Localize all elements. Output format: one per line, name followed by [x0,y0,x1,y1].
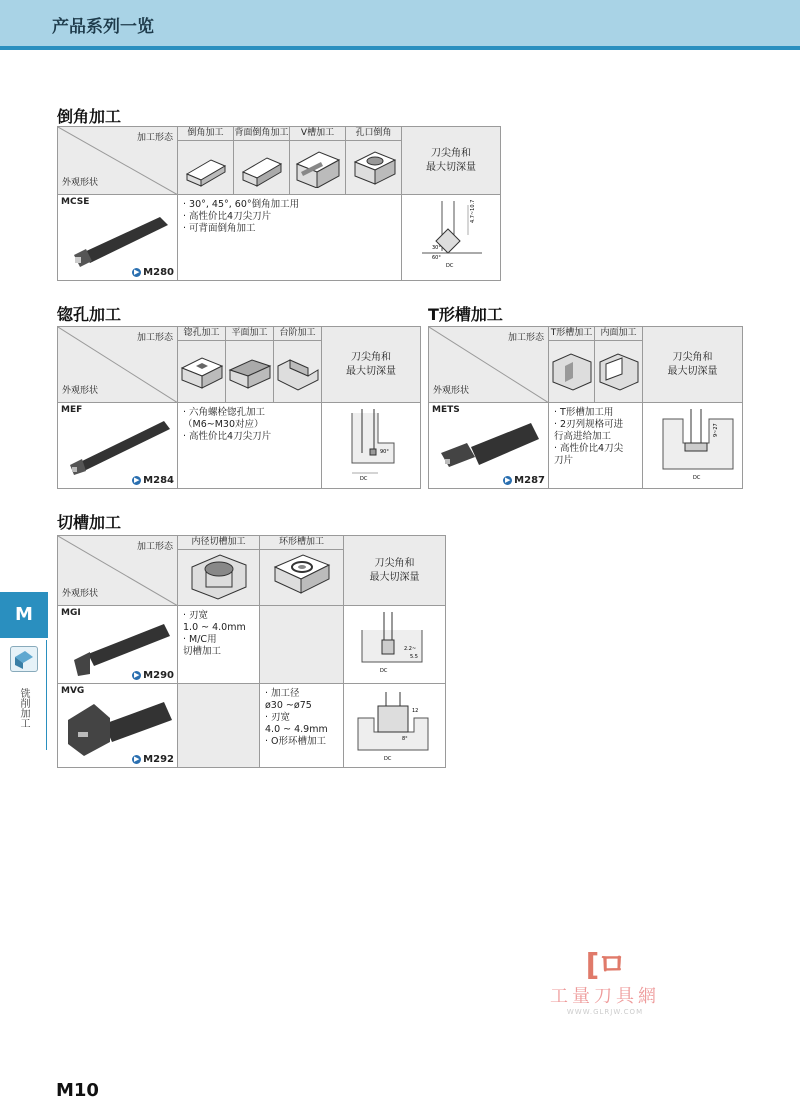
arrow-right-icon: ▶ [133,268,140,276]
depth-label: 4.7~10.7 [470,199,476,223]
watermark-logo-icon: [ㅁ [585,948,625,983]
table-corner [58,127,178,195]
process-form-label: 加工形态 [136,333,173,343]
tip-header-line1: 刀尖角和 [374,557,415,569]
empty-cell [178,684,260,768]
feature-item: 行高进给加工 [554,431,612,442]
workpiece-internal-groove-illustration [178,550,260,606]
arrow-right-icon: ▶ [133,476,140,484]
page-reference-link[interactable] [132,754,174,765]
col-header: 台阶加工 [274,327,322,341]
milling-icon [10,646,38,672]
mcse-tool-image [64,209,174,269]
tip-drawing-mvg [344,684,446,768]
watermark [535,940,675,1016]
tool-code: MVG [61,686,85,696]
appearance-label: 外观形状 [433,386,470,396]
dim-label: 8° [402,736,408,742]
mets-tool-image [435,417,545,477]
col-header: 锪孔加工 [178,327,226,341]
dim-label: 12 [412,708,419,714]
workpiece-hole-chamfer-illustration [346,141,402,195]
tool-code: MEF [61,405,83,415]
process-form-label: 加工形态 [507,333,544,343]
col-header: T形槽加工 [549,327,595,341]
feature-item: · 刃宽 [265,712,291,723]
feature-item: · 2刃列规格可进 [554,419,624,430]
depth-label: 9~27 [713,423,719,437]
col-header: 背面倒角加工 [234,127,290,141]
header-rule [0,46,800,50]
feature-item: 刀片 [554,455,574,466]
workpiece-back-chamfer-illustration [234,141,290,195]
dc-label: DC [693,475,701,481]
angle-label: 30° [432,245,441,251]
angle-label: 60° [432,255,441,261]
dc-label: DC [384,756,392,762]
arrow-right-icon: ▶ [133,671,140,679]
appearance-label: 外观形状 [62,589,99,599]
col-header: V槽加工 [290,127,346,141]
tool-code: MGI [61,608,81,618]
page-ref-text: M284 [143,475,174,486]
page-reference-link[interactable] [132,475,174,486]
workpiece-shoulder-illustration [274,341,322,403]
workpiece-face-illustration [226,341,274,403]
page-ref-text: M287 [514,475,545,486]
col-header: 内面加工 [595,327,643,341]
table-corner [58,327,178,403]
feature-item: · 刃宽 [183,610,209,621]
feature-list [178,606,260,684]
arrow-right-icon: ▶ [133,755,140,763]
tool-cell-mcse [58,195,178,281]
workpiece-tslot-illustration [549,341,595,403]
tslot-table [428,326,743,489]
feature-list [260,684,344,768]
page-ref-text: M292 [143,754,174,765]
tool-cell-mef [58,403,178,489]
section-label: 铣削加工 [18,688,29,728]
feature-item: 切槽加工 [183,646,222,657]
page-reference-link[interactable] [132,267,174,278]
feature-item: · T形槽加工用 [554,407,614,418]
tip-header-line2: 最大切深量 [667,365,718,377]
feature-item: · 高性价比4刀尖 [554,443,624,454]
page-ref-text: M280 [143,267,174,278]
appearance-label: 外观形状 [62,386,99,396]
page-title: 产品系列一览 [52,17,154,37]
feature-list [178,403,322,489]
chamfer-section-title: 倒角加工 [57,107,122,126]
tool-code: METS [432,405,460,415]
dc-label: DC [446,263,454,269]
page-reference-link[interactable] [132,670,174,681]
angle-label: 90° [380,449,389,455]
process-form-label: 加工形态 [136,133,173,143]
watermark-url: WWW.GLRJW.COM [566,1008,644,1016]
empty-cell [260,606,344,684]
chamfer-table [57,126,501,281]
dim-label: 2.2~ [404,646,417,652]
feature-item: · 高性价比4刀尖刀片 [183,211,272,222]
col-header: 环形槽加工 [260,536,344,550]
grooving-table [57,535,446,768]
feature-item: （M6~M30对应） [183,419,264,430]
feature-item: · 加工径 [265,688,300,699]
table-corner [58,536,178,606]
col-header: 内径切槽加工 [178,536,260,550]
feature-item: · M/C用 [183,634,217,645]
page-reference-link[interactable] [503,475,545,486]
mvg-tool-image [64,698,174,758]
counterbore-section-title: 锪孔加工 [57,305,122,324]
section-tab[interactable]: M [0,592,48,638]
workpiece-v-groove-illustration [290,141,346,195]
feature-list [178,195,402,281]
watermark-name: 工量刀具網 [550,986,660,1007]
workpiece-inner-face-illustration [595,341,643,403]
tslot-section-title: T形槽加工 [428,305,503,324]
appearance-label: 外观形状 [62,178,99,188]
page-number: M10 [56,1080,99,1101]
workpiece-ring-groove-illustration [260,550,344,606]
col-header: 平面加工 [226,327,274,341]
col-header: 孔口倒角 [346,127,402,141]
tip-header-line2: 最大切深量 [426,161,476,173]
feature-item: · 30°, 45°, 60°倒角加工用 [183,199,300,210]
tip-header-line2: 最大切深量 [369,571,420,583]
page-header [0,0,800,50]
table-corner [429,327,549,403]
feature-item: · 高性价比4刀尖刀片 [183,431,272,442]
tip-drawing-mcse [402,195,501,281]
tip-angle-header [322,327,421,403]
mef-tool-image [64,417,174,477]
tip-angle-header [402,127,501,195]
tool-cell-mets [429,403,549,489]
tip-drawing-mef [322,403,421,489]
tip-drawing-mets [643,403,743,489]
tip-header-line1: 刀尖角和 [431,147,471,159]
tip-header-line1: 刀尖角和 [672,351,713,363]
arrow-right-icon: ▶ [504,476,511,484]
page-ref-text: M290 [143,670,174,681]
feature-item: 4.0 ~ 4.9mm [265,724,328,735]
feature-list [549,403,643,489]
feature-item: · 可背面倒角加工 [183,223,256,234]
dc-label: DC [360,476,368,482]
tool-code: MCSE [61,197,90,207]
tip-header-line1: 刀尖角和 [351,351,391,363]
grooving-section-title: 切槽加工 [57,513,122,532]
feature-item: ø30 ~ø75 [265,700,312,711]
workpiece-chamfer-illustration [178,141,234,195]
tip-angle-header [643,327,743,403]
process-form-label: 加工形态 [136,542,173,552]
side-rule [46,640,47,750]
tip-angle-header [344,536,446,606]
workpiece-counterbore-illustration [178,341,226,403]
tip-header-line2: 最大切深量 [346,365,396,377]
feature-item: 1.0 ~ 4.0mm [183,622,246,633]
counterbore-table [57,326,421,489]
col-header: 倒角加工 [178,127,234,141]
tip-drawing-mgi [344,606,446,684]
feature-item: · O形环槽加工 [265,736,327,747]
dc-label: DC [380,668,388,674]
mgi-tool-image [64,620,174,676]
feature-item: · 六角螺栓锪孔加工 [183,407,266,418]
tool-cell-mvg [58,684,178,768]
tool-cell-mgi [58,606,178,684]
dim-label: 5.5 [410,654,418,660]
